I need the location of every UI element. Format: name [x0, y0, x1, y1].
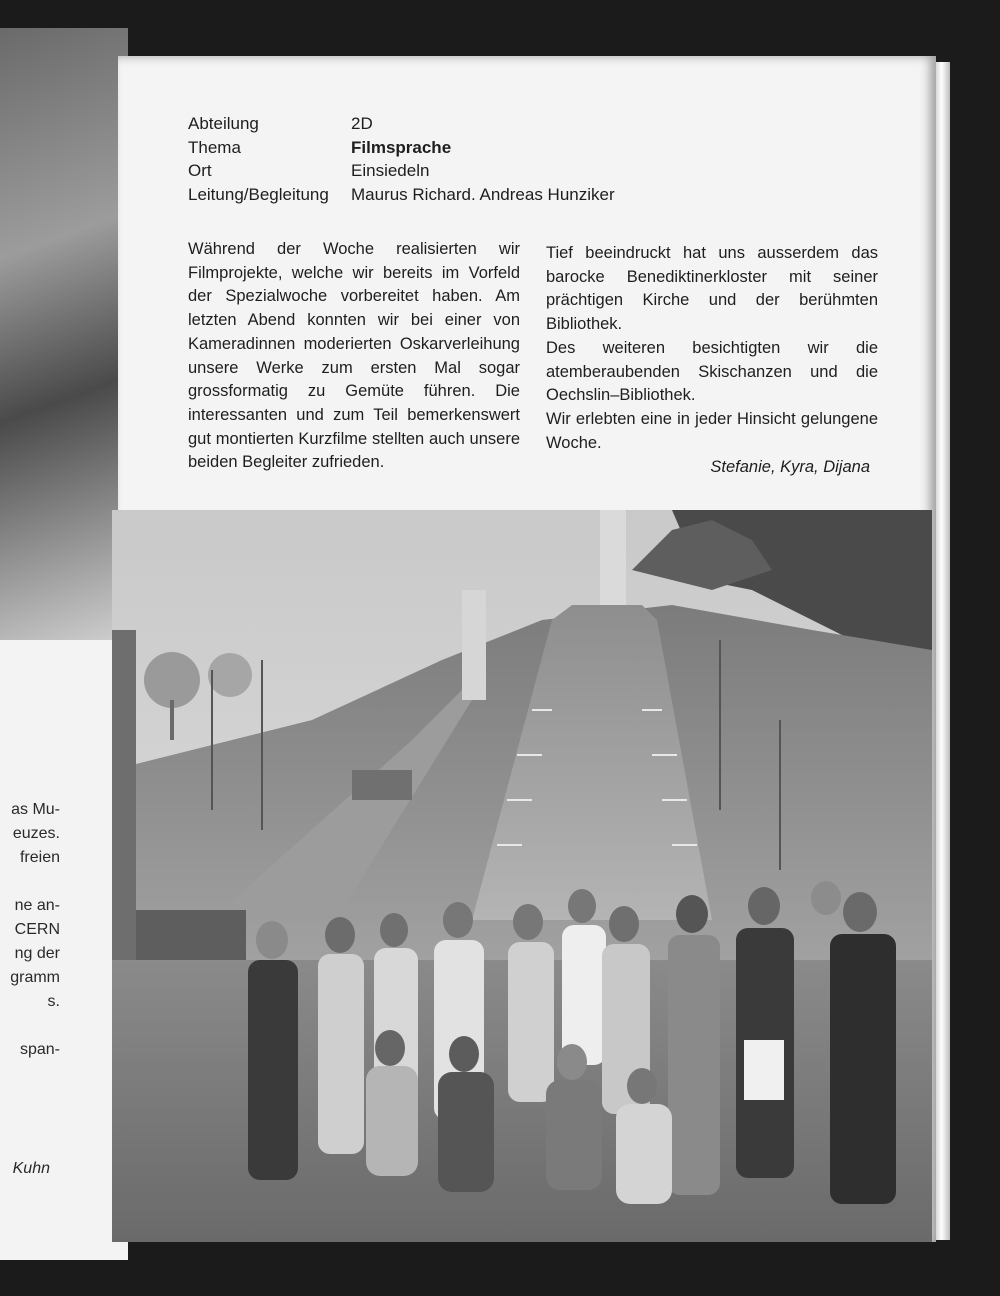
left-fragment: as Mu- — [11, 801, 60, 818]
left-page — [0, 28, 128, 1260]
left-fragment — [0, 1014, 60, 1038]
article-signature: Stefanie, Kyra, Dijana — [710, 458, 870, 476]
meta-row-leitung — [188, 183, 615, 207]
article-paragraph: Des weiteren besichtigten wir die atemberaubenden Skischanzen und die Oechslin–Bibliothek. — [546, 338, 878, 405]
group-photo — [112, 510, 932, 1242]
left-page-text — [0, 798, 60, 1062]
article-paragraph: Tief beeindruckt hat uns ausserdem das barocke Benediktinerkloster mit seiner prächtigen Kirche und der berühmten Bibliothek. — [546, 244, 878, 334]
left-page-signature: Kuhn — [12, 1160, 50, 1177]
meta-value: 2D — [351, 114, 373, 133]
meta-value-topic: Filmsprache — [351, 137, 452, 157]
meta-label: Leitung/Begleitung — [188, 184, 329, 204]
ski-jump-group-photo — [112, 510, 932, 1242]
left-page-photo — [0, 28, 128, 640]
meta-row-abteilung — [188, 112, 615, 136]
article-left-column — [188, 238, 520, 475]
article-right-column — [546, 242, 878, 455]
article-paragraph: Wir erlebten eine in jeder Hinsicht gelungene Woche. — [546, 409, 878, 452]
meta-table — [188, 112, 615, 206]
meta-row-thema — [188, 136, 615, 160]
left-fragment — [0, 870, 60, 894]
meta-label: Abteilung — [188, 114, 259, 133]
left-fragment: ne an- — [14, 897, 60, 914]
meta-label: Thema — [188, 137, 241, 157]
meta-label: Ort — [188, 161, 212, 180]
meta-row-ort — [188, 159, 615, 183]
meta-value: Einsiedeln — [351, 161, 430, 180]
left-fragment: euzes. — [12, 825, 60, 842]
meta-value: Maurus Richard. Andreas Hunziker — [351, 184, 615, 204]
article-paragraph: Während der Woche realisierten wir Filmprojekte, welche wir bereits im Vorfeld der Spezialwoche vorbereitet haben. Am letzten Abend konnten wir bei einer von Kameradinnen moderierten Oskarverleihung unsere Werke zum ersten Mal sogar grossformatig zu Gemüte führen. Die interessanten und zum Teil bemerkenswert gut montierten Kurzfilme stellten auch unsere beiden Begleiter zufrieden. — [188, 240, 520, 472]
magazine-page — [118, 56, 936, 1242]
left-fragment: CERN — [14, 921, 60, 938]
left-fragment: s. — [47, 993, 60, 1010]
left-fragment: gramm — [10, 969, 60, 986]
left-fragment: ng der — [14, 945, 60, 962]
left-fragment: freien — [19, 849, 60, 866]
left-fragment: span- — [19, 1041, 60, 1058]
page-edge — [936, 62, 950, 1240]
